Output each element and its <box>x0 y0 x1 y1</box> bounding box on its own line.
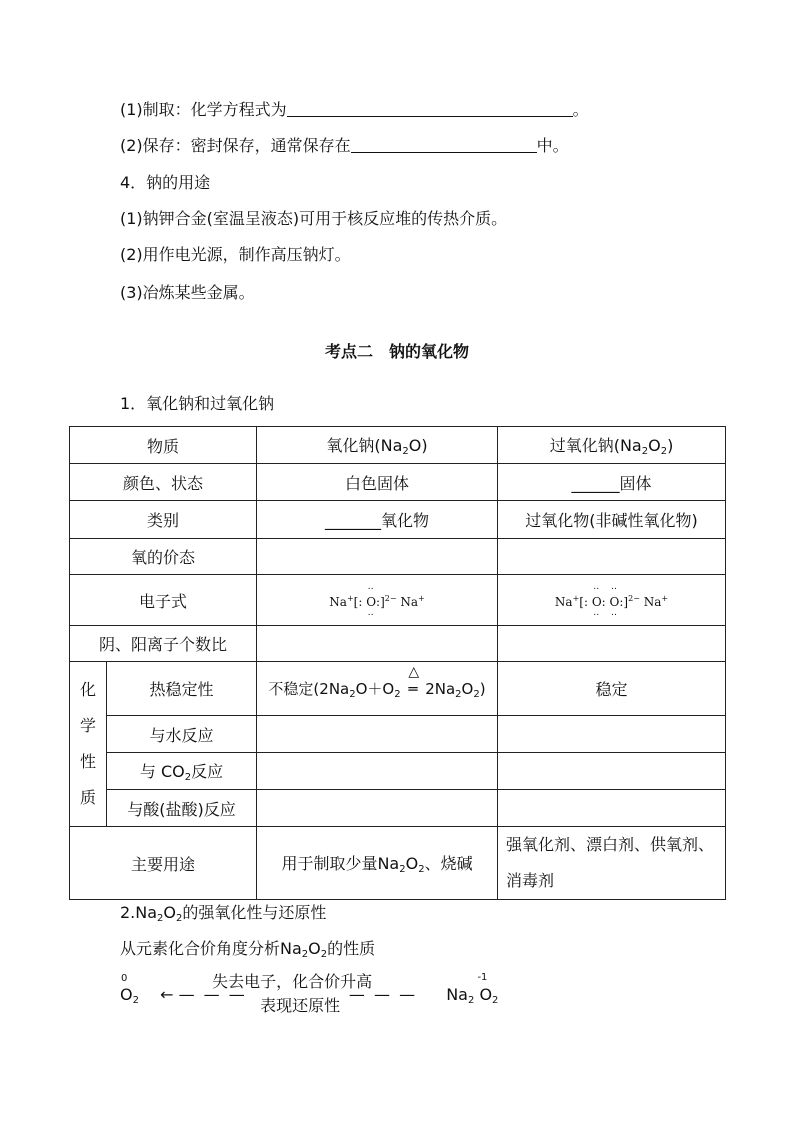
prep-line <box>120 98 589 122</box>
cell-na2o2-acid-reaction[interactable] <box>498 790 726 827</box>
cell-na2o-co2-reaction[interactable] <box>257 753 498 790</box>
storage-text: (2)保存：密封保存，通常保存在 <box>120 136 351 155</box>
cell-na2o-electron-formula <box>257 575 498 626</box>
table-row <box>70 464 726 501</box>
cell-na2o2-valence[interactable] <box>498 539 726 575</box>
header-na2o: 氧化钠$(Na_2O)$ <box>257 427 498 464</box>
cell-na2o2-category: 过氧化物(非碱性氧化物) <box>498 501 726 539</box>
row-label-co2-reaction: 与 $CO_2$反应 <box>107 753 257 790</box>
section-heading: 考点二 钠的氧化物 <box>324 342 469 361</box>
uses-item-2: (2)用作电光源，制作高压钠灯。 <box>120 245 351 264</box>
arrow-top-text: 失去电子，化合价升高 <box>212 972 373 991</box>
cell-na2o-category[interactable]: _______氧化物 <box>257 501 498 539</box>
header-substance: 物质 <box>70 427 257 464</box>
cell-na2o-thermal-stability: 不稳定($2Na_2O+O_2$ △ ═ $2Na_2O_2$) <box>257 662 498 716</box>
cell-na2o-water-reaction[interactable] <box>257 716 498 753</box>
cell-na2o2-water-reaction[interactable] <box>498 716 726 753</box>
arrow-bottom-text: 表现还原性 <box>260 996 341 1015</box>
o2-zero-valence: 0 $O_2$ <box>120 973 139 1006</box>
heat-condition-arrow: △ ═ <box>408 663 420 698</box>
section2-title: $2.Na_2O_2$的强氧化性与还原性 <box>120 903 327 924</box>
dashed-arrow: 失去电子，化合价升高 表现还原性 ← — — — — — — <box>160 985 417 1004</box>
uses-item-1: (1)钠钾合金(室温呈液态)可用于核反应堆的传热介质。 <box>120 209 508 228</box>
table-row <box>70 427 726 464</box>
table-row <box>70 827 726 900</box>
header-na2o2: 过氧化钠$(Na_2O_2)$ <box>498 427 726 464</box>
chem-properties-label: 化 学 性 质 <box>70 662 107 827</box>
cell-na2o2-thermal-stability: 稳定 <box>498 662 726 716</box>
cell-na2o-main-uses: 用于制取少量$Na_2O_2$、烧碱 <box>257 827 498 900</box>
cell-na2o2-co2-reaction[interactable] <box>498 753 726 790</box>
oxide-table <box>69 426 726 900</box>
table-row <box>70 753 726 790</box>
uses-item-3: (3)冶炼某些金属。 <box>120 283 255 302</box>
table-row <box>70 716 726 753</box>
cell-na2o2-main-uses: 强氧化剂、漂白剂、供氧剂、消毒剂 <box>498 827 726 900</box>
cell-na2o2-ion-ratio[interactable] <box>498 626 726 662</box>
cell-na2o2-color[interactable]: ______固体 <box>498 464 726 501</box>
row-label-color: 颜色、状态 <box>70 464 257 501</box>
row-label-thermal-stability: 热稳定性 <box>107 662 257 716</box>
table-row <box>70 626 726 662</box>
section1-title: 1．氧化钠和过氧化钠 <box>120 394 275 413</box>
na2o2-minus-one-valence: $Na_2$ -1 $O_2$ <box>446 972 499 1006</box>
valence-arrow-diagram <box>120 972 499 1015</box>
row-label-category: 类别 <box>70 501 257 539</box>
electron-formula-na2o2: Na+[: ‥ O ‥ : ‥ O ‥ :]$^{2-}$ Na+ <box>554 581 669 618</box>
electron-formula-na2o: Na+[: ‥ O ‥ :]$^{2-}$ Na+ <box>329 581 425 618</box>
cell-na2o-ion-ratio[interactable] <box>257 626 498 662</box>
storage-blank[interactable] <box>351 135 537 153</box>
prep-text: (1)制取：化学方程式为 <box>120 100 287 119</box>
table-row <box>70 790 726 827</box>
row-label-electron-formula: 电子式 <box>70 575 257 626</box>
cell-na2o-acid-reaction[interactable] <box>257 790 498 827</box>
table-row <box>70 575 726 626</box>
row-label-acid-reaction: 与酸(盐酸)反应 <box>107 790 257 827</box>
cell-na2o-color: 白色固体 <box>257 464 498 501</box>
arrow-left-icon: ← <box>160 985 174 1004</box>
storage-line <box>120 134 569 158</box>
table-row <box>70 662 726 716</box>
prep-blank[interactable] <box>287 99 573 117</box>
storage-end: 中。 <box>536 136 569 155</box>
table-row <box>70 539 726 575</box>
prep-end: 。 <box>572 100 589 119</box>
cell-na2o2-electron-formula <box>498 575 726 626</box>
cell-na2o-valence[interactable] <box>257 539 498 575</box>
row-label-main-uses: 主要用途 <box>70 827 257 900</box>
section2-line2: 从元素化合价角度分析$Na_2O_2$的性质 <box>120 939 376 960</box>
row-label-water-reaction: 与水反应 <box>107 716 257 753</box>
table-row <box>70 501 726 539</box>
row-label-ion-ratio: 阴、阳离子个数比 <box>70 626 257 662</box>
uses-heading: 4．钠的用途 <box>120 173 211 192</box>
row-label-valence: 氧的价态 <box>70 539 257 575</box>
